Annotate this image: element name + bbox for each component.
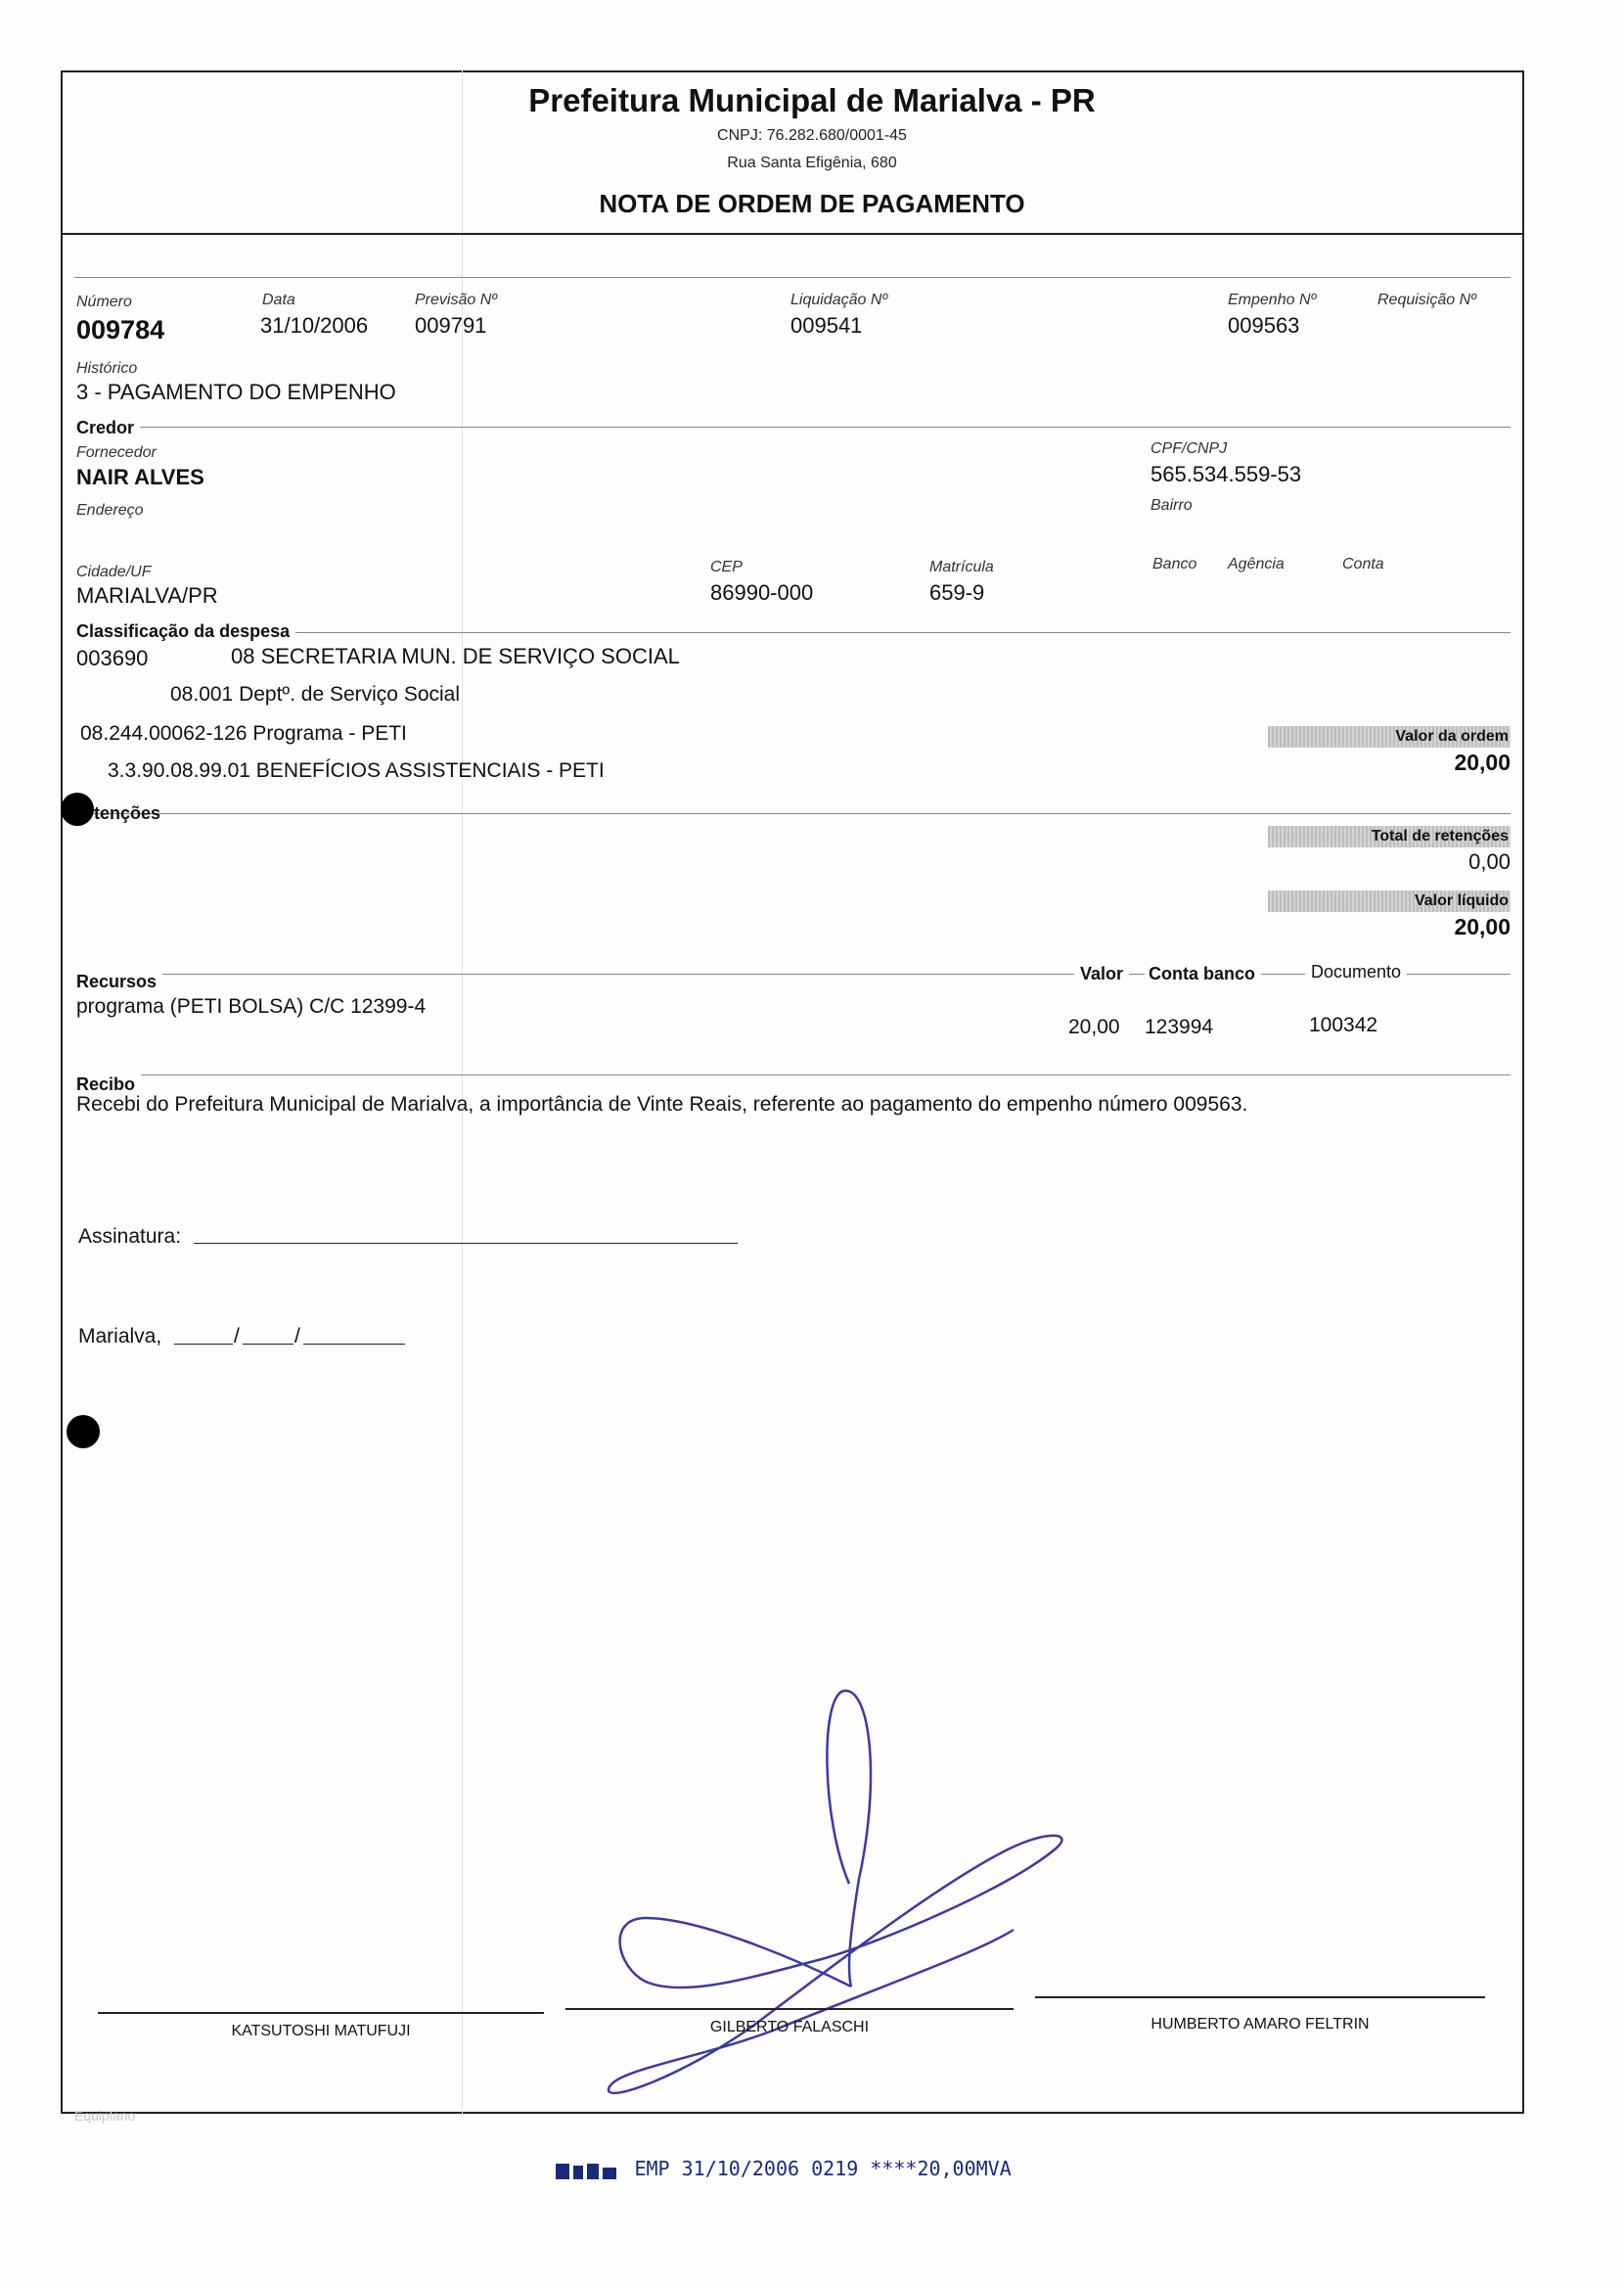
numero-value: 009784	[76, 315, 165, 344]
valor-ordem-value: 20,00	[1454, 750, 1511, 775]
recursos-valor: 20,00	[1068, 1016, 1120, 1038]
signature-line-3	[1035, 1996, 1485, 1998]
bank-stamp	[556, 2157, 1012, 2183]
recursos-divider	[76, 974, 1511, 975]
date-day-line[interactable]	[174, 1344, 233, 1345]
classificacao-programa: 08.244.00062-126 Programa - PETI	[80, 722, 407, 745]
conta-label: Conta	[1342, 556, 1384, 572]
recibo-divider	[76, 1074, 1511, 1075]
punch-hole	[67, 1415, 100, 1448]
cnpj-text: CNPJ: 76.282.680/0001-45	[717, 127, 907, 144]
signature-line-2	[565, 2008, 1014, 2010]
signatory-2: GILBERTO FALASCHI	[709, 2019, 870, 2035]
matricula-value: 659-9	[929, 580, 985, 605]
recibo-text: Recebi do Prefeitura Municipal de Marialva, a importância de Vinte Reais, referente ao pagamento do empenho número 009563.	[76, 1093, 1248, 1116]
signature-line-1	[98, 2012, 544, 2014]
cidade-value: MARIALVA/PR	[76, 583, 218, 608]
historico-value: 3 - PAGAMENTO DO EMPENHO	[76, 380, 396, 404]
address-text: Rua Santa Efigênia, 680	[727, 155, 897, 171]
data-label: Data	[262, 292, 295, 308]
cidade-label: Cidade/UF	[76, 564, 152, 580]
total-retencoes-value: 0,00	[1468, 849, 1511, 874]
liquidacao-value: 009541	[790, 313, 863, 338]
empenho-value: 009563	[1228, 313, 1300, 338]
previsao-label: Previsão Nº	[415, 292, 498, 308]
software-watermark: Equiplano	[74, 2108, 136, 2124]
date-year-line[interactable]	[303, 1344, 405, 1345]
date-separator-1: /	[234, 1325, 240, 1348]
data-value: 31/10/2006	[260, 313, 369, 338]
valor-liquido-label: Valor líquido	[1268, 891, 1511, 912]
local-data-label: Marialva,	[78, 1325, 162, 1348]
fornecedor-label: Fornecedor	[76, 444, 157, 461]
historico-label: Histórico	[76, 360, 138, 377]
bank-logo-icon	[556, 2160, 618, 2183]
classificacao-unit: 08.001 Deptº. de Serviço Social	[170, 683, 461, 706]
date-month-line[interactable]	[243, 1344, 293, 1345]
fornecedor-value: NAIR ALVES	[76, 465, 204, 489]
info-divider	[74, 277, 1511, 278]
assinatura-line[interactable]	[194, 1243, 738, 1244]
recursos-documento-header: Documento	[1305, 962, 1407, 982]
agencia-label: Agência	[1228, 556, 1285, 572]
recursos-documento: 100342	[1309, 1014, 1378, 1036]
requisicao-label: Requisição Nº	[1377, 292, 1476, 308]
page-title: Prefeitura Municipal de Marialva - PR	[528, 82, 1096, 118]
credor-section-title: Credor	[76, 418, 140, 438]
matricula-label: Matrícula	[929, 559, 994, 575]
signatory-1: KATSUTOSHI MATUFUJI	[231, 2023, 411, 2039]
retencoes-divider	[76, 813, 1511, 814]
bank-stamp-text: EMP 31/10/2006 0219 ****20,00MVA	[634, 2157, 1012, 2180]
bairro-label: Bairro	[1150, 497, 1193, 514]
valor-ordem-label: Valor da ordem	[1268, 726, 1511, 748]
classificacao-code: 003690	[76, 646, 149, 670]
recursos-section-title: Recursos	[76, 972, 162, 992]
classificacao-section-title: Classificação da despesa	[76, 621, 295, 642]
date-separator-2: /	[294, 1325, 300, 1348]
total-retencoes-label: Total de retenções	[1268, 826, 1511, 847]
signatory-3: HUMBERTO AMARO FELTRIN	[1150, 2016, 1370, 2033]
classificacao-org: 08 SECRETARIA MUN. DE SERVIÇO SOCIAL	[231, 644, 680, 668]
cpf-label: CPF/CNPJ	[1150, 440, 1228, 457]
numero-label: Número	[76, 294, 132, 310]
fold-line	[462, 70, 463, 2114]
header-divider	[61, 233, 1524, 235]
credor-divider	[76, 427, 1511, 428]
recibo-section-title: Recibo	[76, 1074, 141, 1095]
handwritten-signature	[587, 1673, 1096, 2114]
endereco-label: Endereço	[76, 502, 144, 519]
recursos-conta-header: Conta banco	[1145, 964, 1261, 984]
empenho-label: Empenho Nº	[1228, 292, 1317, 308]
assinatura-label: Assinatura:	[78, 1225, 182, 1248]
previsao-value: 009791	[415, 313, 487, 338]
recursos-descricao: programa (PETI BOLSA) C/C 12399-4	[76, 995, 427, 1018]
banco-label: Banco	[1152, 556, 1197, 572]
liquidacao-label: Liquidação Nº	[790, 292, 888, 308]
punch-hole	[61, 793, 94, 826]
recursos-valor-header: Valor	[1074, 964, 1129, 984]
valor-liquido-value: 20,00	[1454, 914, 1511, 939]
recursos-conta: 123994	[1145, 1016, 1214, 1038]
retencoes-section-title: tenções	[94, 803, 161, 823]
classificacao-elemento: 3.3.90.08.99.01 BENEFÍCIOS ASSISTENCIAIS - PETI	[108, 759, 605, 782]
cpf-value: 565.534.559-53	[1150, 462, 1302, 486]
cep-value: 86990-000	[710, 580, 814, 605]
document-title: NOTA DE ORDEM DE PAGAMENTO	[599, 189, 1025, 218]
cep-label: CEP	[710, 559, 743, 575]
